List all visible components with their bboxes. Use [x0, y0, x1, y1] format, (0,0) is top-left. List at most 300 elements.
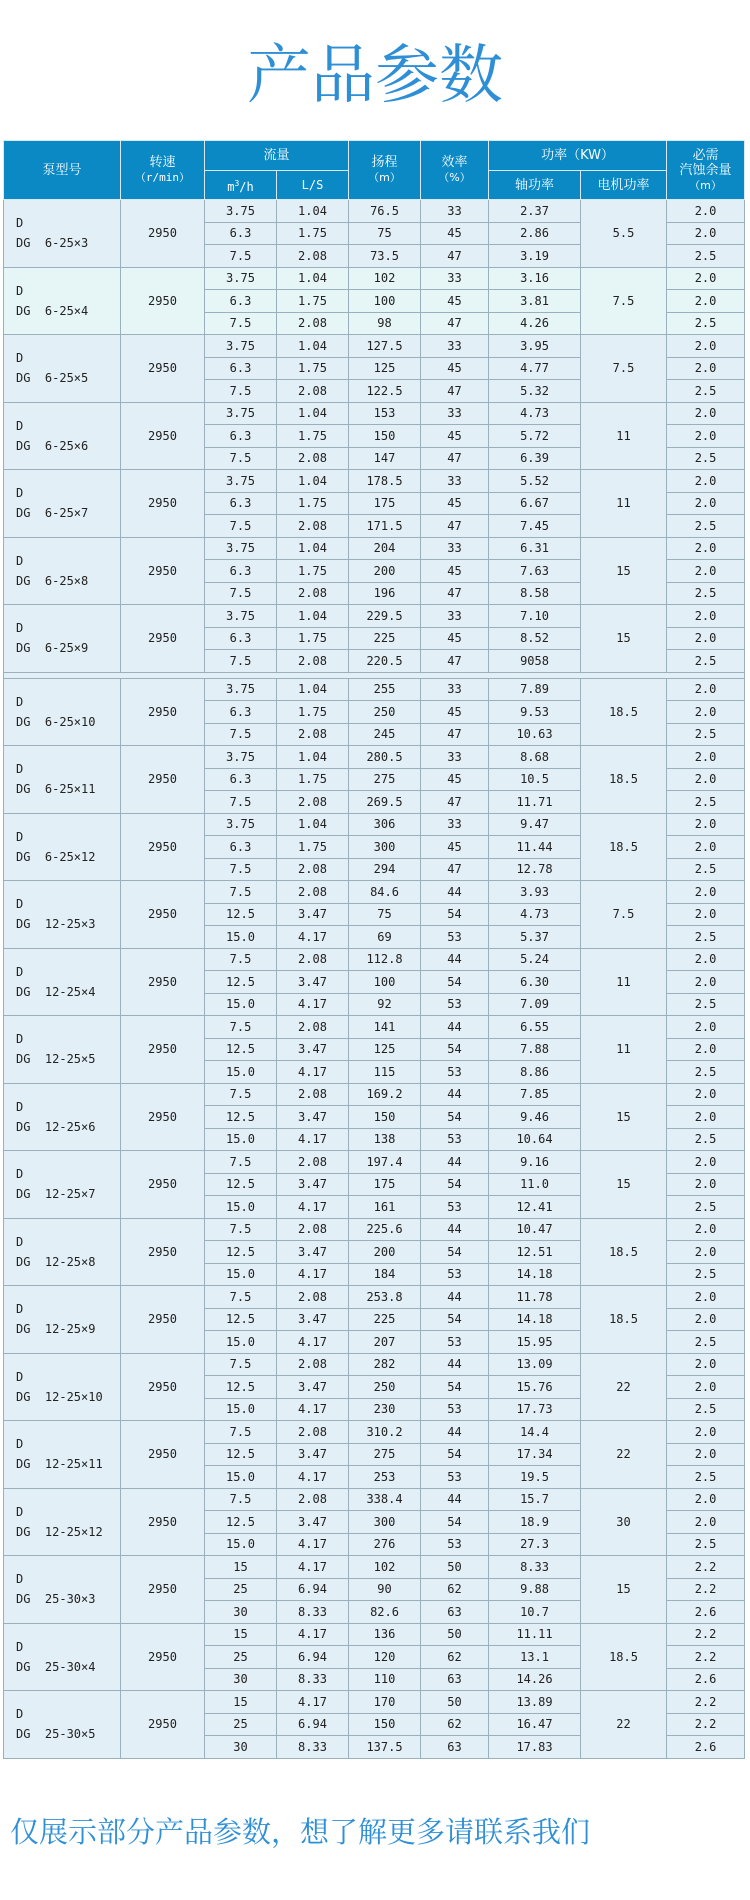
model-name: DG 6-25×5 — [16, 371, 89, 386]
shaft-power-cell: 3.95 — [489, 335, 581, 358]
model-cell — [4, 200, 121, 268]
model-prefix: D — [16, 1302, 24, 1317]
model-name: DG 6-25×6 — [16, 438, 89, 453]
shaft-power-cell: 15.95 — [489, 1331, 581, 1354]
speed-cell: 2950 — [121, 1488, 205, 1556]
flow-ls-cell: 1.04 — [277, 402, 349, 425]
flow-ls-cell: 2.08 — [277, 1218, 349, 1241]
npsh-cell: 2.0 — [667, 335, 745, 358]
header-npsh-unit: （m） — [689, 178, 722, 192]
npsh-cell: 2.0 — [667, 605, 745, 628]
head-cell: 225 — [349, 1308, 421, 1331]
table-row — [4, 813, 745, 836]
motor-power-cell: 11 — [581, 948, 667, 1016]
shaft-power-cell: 10.7 — [489, 1601, 581, 1624]
npsh-cell: 2.0 — [667, 1038, 745, 1061]
flow-ls-cell: 2.08 — [277, 380, 349, 403]
flow-m3h-cell: 15.0 — [205, 1466, 277, 1489]
motor-power-cell: 11 — [581, 402, 667, 470]
head-cell: 280.5 — [349, 746, 421, 769]
flow-m3h-cell: 7.5 — [205, 380, 277, 403]
model-cell — [4, 267, 121, 335]
head-cell: 300 — [349, 1511, 421, 1534]
flow-m3h-cell: 15.0 — [205, 1061, 277, 1084]
head-cell: 98 — [349, 312, 421, 335]
flow-ls-cell: 4.17 — [277, 1061, 349, 1084]
speed-cell: 2950 — [121, 1691, 205, 1759]
head-cell: 102 — [349, 1556, 421, 1579]
efficiency-cell: 47 — [421, 723, 489, 746]
table-row — [4, 1016, 745, 1039]
header-efficiency-unit: （%） — [438, 171, 471, 184]
head-cell: 75 — [349, 222, 421, 245]
shaft-power-cell: 11.71 — [489, 791, 581, 814]
efficiency-cell: 44 — [421, 1083, 489, 1106]
head-cell: 175 — [349, 492, 421, 515]
flow-ls-cell: 4.17 — [277, 993, 349, 1016]
shaft-power-cell: 5.52 — [489, 470, 581, 493]
motor-power-cell: 7.5 — [581, 881, 667, 949]
npsh-cell: 2.0 — [667, 1241, 745, 1264]
shaft-power-cell: 3.81 — [489, 290, 581, 313]
header-npsh — [667, 141, 745, 200]
flow-m3h-cell: 15.0 — [205, 1196, 277, 1219]
motor-power-cell: 15 — [581, 1083, 667, 1151]
efficiency-cell: 45 — [421, 222, 489, 245]
efficiency-cell: 63 — [421, 1668, 489, 1691]
shaft-power-cell: 27.3 — [489, 1533, 581, 1556]
model-prefix: D — [16, 1099, 24, 1114]
efficiency-cell: 62 — [421, 1713, 489, 1736]
model-group — [4, 537, 745, 605]
model-group — [4, 1016, 745, 1084]
shaft-power-cell: 7.63 — [489, 560, 581, 583]
flow-m3h-cell: 12.5 — [205, 903, 277, 926]
npsh-cell: 2.5 — [667, 245, 745, 268]
header-flow: 流量 — [205, 141, 349, 171]
flow-m3h-cell: 6.3 — [205, 222, 277, 245]
model-prefix: D — [16, 1504, 24, 1519]
table-row — [4, 402, 745, 425]
flow-m3h-cell: 3.75 — [205, 402, 277, 425]
efficiency-cell: 47 — [421, 791, 489, 814]
motor-power-cell: 11 — [581, 1016, 667, 1084]
pump-parameters-table — [3, 140, 745, 1759]
model-name: DG 6-25×4 — [16, 303, 89, 318]
head-cell: 245 — [349, 723, 421, 746]
header-speed-unit: （r/min） — [134, 171, 191, 184]
model-cell — [4, 470, 121, 538]
head-cell: 269.5 — [349, 791, 421, 814]
npsh-cell: 2.5 — [667, 1533, 745, 1556]
flow-m3h-cell: 7.5 — [205, 515, 277, 538]
efficiency-cell: 47 — [421, 650, 489, 673]
flow-m3h-cell: 7.5 — [205, 245, 277, 268]
flow-ls-cell: 8.33 — [277, 1668, 349, 1691]
efficiency-cell: 45 — [421, 492, 489, 515]
efficiency-cell: 47 — [421, 245, 489, 268]
flow-m3h-cell: 12.5 — [205, 1376, 277, 1399]
npsh-cell: 2.0 — [667, 971, 745, 994]
flow-m3h-cell: 6.3 — [205, 627, 277, 650]
efficiency-cell: 33 — [421, 537, 489, 560]
flow-m3h-cell: 15.0 — [205, 1128, 277, 1151]
npsh-cell: 2.5 — [667, 1061, 745, 1084]
motor-power-cell: 15 — [581, 605, 667, 673]
flow-ls-cell: 1.75 — [277, 357, 349, 380]
shaft-power-cell: 8.58 — [489, 582, 581, 605]
header-head-label: 扬程 — [371, 155, 398, 170]
shaft-power-cell: 15.7 — [489, 1488, 581, 1511]
npsh-cell: 2.5 — [667, 1196, 745, 1219]
flow-ls-cell: 2.08 — [277, 245, 349, 268]
npsh-cell: 2.0 — [667, 357, 745, 380]
flow-ls-cell: 4.17 — [277, 1398, 349, 1421]
flow-ls-cell: 1.75 — [277, 492, 349, 515]
head-cell: 73.5 — [349, 245, 421, 268]
npsh-cell: 2.6 — [667, 1736, 745, 1759]
npsh-cell: 2.6 — [667, 1601, 745, 1624]
npsh-cell: 2.5 — [667, 1331, 745, 1354]
header-flow-m3h: $m^3/h$ — [205, 171, 277, 200]
head-cell: 170 — [349, 1691, 421, 1714]
speed-cell: 2950 — [121, 402, 205, 470]
efficiency-cell: 53 — [421, 1061, 489, 1084]
npsh-cell: 2.6 — [667, 1668, 745, 1691]
speed-cell: 2950 — [121, 1286, 205, 1354]
shaft-power-cell: 10.63 — [489, 723, 581, 746]
speed-cell: 2950 — [121, 813, 205, 881]
model-name: DG 6-25×9 — [16, 641, 89, 656]
model-name: DG 25-30×3 — [16, 1592, 96, 1607]
flow-ls-cell: 1.04 — [277, 200, 349, 223]
model-cell — [4, 402, 121, 470]
table-row — [4, 267, 745, 290]
flow-ls-cell: 2.08 — [277, 1083, 349, 1106]
head-cell: 250 — [349, 1376, 421, 1399]
table-row — [4, 948, 745, 971]
model-group — [4, 267, 745, 335]
flow-ls-cell: 1.75 — [277, 836, 349, 859]
efficiency-cell: 45 — [421, 768, 489, 791]
head-cell: 300 — [349, 836, 421, 859]
npsh-cell: 2.0 — [667, 1376, 745, 1399]
shaft-power-cell: 7.45 — [489, 515, 581, 538]
flow-ls-cell: 1.75 — [277, 290, 349, 313]
flow-m3h-cell: 7.5 — [205, 948, 277, 971]
flow-m3h-cell: 6.3 — [205, 357, 277, 380]
motor-power-cell: 18.5 — [581, 1623, 667, 1691]
flow-ls-cell: 4.17 — [277, 1128, 349, 1151]
shaft-power-cell: 9.47 — [489, 813, 581, 836]
shaft-power-cell: 13.89 — [489, 1691, 581, 1714]
flow-ls-cell: 1.04 — [277, 267, 349, 290]
npsh-cell: 2.0 — [667, 1106, 745, 1129]
flow-m3h-cell: 25 — [205, 1646, 277, 1669]
header-power: 功率（KW） — [489, 141, 667, 171]
efficiency-cell: 62 — [421, 1646, 489, 1669]
speed-cell: 2950 — [121, 1083, 205, 1151]
shaft-power-cell: 11.0 — [489, 1173, 581, 1196]
shaft-power-cell: 3.16 — [489, 267, 581, 290]
table-row — [4, 605, 745, 628]
npsh-cell: 2.0 — [667, 627, 745, 650]
model-group — [4, 1218, 745, 1286]
motor-power-cell: 15 — [581, 1151, 667, 1219]
flow-ls-cell: 4.17 — [277, 1691, 349, 1714]
model-cell — [4, 335, 121, 403]
flow-ls-cell: 3.47 — [277, 1106, 349, 1129]
shaft-power-cell: 16.47 — [489, 1713, 581, 1736]
motor-power-cell: 11 — [581, 470, 667, 538]
model-name: DG 25-30×5 — [16, 1727, 96, 1742]
speed-cell: 2950 — [121, 335, 205, 403]
head-cell: 275 — [349, 768, 421, 791]
shaft-power-cell: 9.16 — [489, 1151, 581, 1174]
flow-m3h-cell: 7.5 — [205, 723, 277, 746]
shaft-power-cell: 14.18 — [489, 1263, 581, 1286]
shaft-power-cell: 9.88 — [489, 1578, 581, 1601]
flow-m3h-cell: 6.3 — [205, 836, 277, 859]
npsh-cell: 2.0 — [667, 678, 745, 701]
motor-power-cell: 22 — [581, 1421, 667, 1489]
model-prefix: D — [16, 762, 24, 777]
head-cell: 161 — [349, 1196, 421, 1219]
shaft-power-cell: 4.73 — [489, 903, 581, 926]
flow-m3h-cell: 7.5 — [205, 1083, 277, 1106]
flow-ls-cell: 1.04 — [277, 335, 349, 358]
flow-ls-cell: 1.04 — [277, 470, 349, 493]
efficiency-cell: 47 — [421, 380, 489, 403]
motor-power-cell: 22 — [581, 1353, 667, 1421]
model-prefix: D — [16, 694, 24, 709]
model-prefix: D — [16, 486, 24, 501]
npsh-cell: 2.2 — [667, 1713, 745, 1736]
flow-ls-cell: 8.33 — [277, 1601, 349, 1624]
flow-m3h-cell: 15 — [205, 1691, 277, 1714]
head-cell: 275 — [349, 1443, 421, 1466]
flow-ls-cell: 4.17 — [277, 1466, 349, 1489]
efficiency-cell: 50 — [421, 1556, 489, 1579]
model-group — [4, 881, 745, 949]
model-group — [4, 1691, 745, 1759]
flow-ls-cell: 1.75 — [277, 768, 349, 791]
efficiency-cell: 33 — [421, 605, 489, 628]
shaft-power-cell: 5.24 — [489, 948, 581, 971]
head-cell: 150 — [349, 1713, 421, 1736]
motor-power-cell: 15 — [581, 1556, 667, 1624]
flow-m3h-cell: 25 — [205, 1713, 277, 1736]
model-prefix: D — [16, 1707, 24, 1722]
model-prefix: D — [16, 897, 24, 912]
flow-m3h-cell: 3.75 — [205, 537, 277, 560]
head-cell: 184 — [349, 1263, 421, 1286]
model-cell — [4, 678, 121, 746]
table-row — [4, 1218, 745, 1241]
speed-cell: 2950 — [121, 746, 205, 814]
shaft-power-cell: 12.41 — [489, 1196, 581, 1219]
npsh-cell: 2.0 — [667, 1308, 745, 1331]
shaft-power-cell: 14.18 — [489, 1308, 581, 1331]
model-cell — [4, 1556, 121, 1624]
table-row — [4, 881, 745, 904]
efficiency-cell: 45 — [421, 290, 489, 313]
model-name: DG 12-25×7 — [16, 1187, 96, 1202]
shaft-power-cell: 17.73 — [489, 1398, 581, 1421]
flow-ls-cell: 1.75 — [277, 425, 349, 448]
npsh-cell: 2.0 — [667, 1421, 745, 1444]
model-group — [4, 678, 745, 746]
model-group — [4, 200, 745, 268]
model-group — [4, 605, 745, 673]
flow-m3h-cell: 3.75 — [205, 746, 277, 769]
efficiency-cell: 47 — [421, 858, 489, 881]
npsh-cell: 2.5 — [667, 791, 745, 814]
header-npsh-line2: 汽蚀余量 — [679, 162, 732, 178]
shaft-power-cell: 17.34 — [489, 1443, 581, 1466]
npsh-cell: 2.0 — [667, 1173, 745, 1196]
motor-power-cell: 18.5 — [581, 678, 667, 746]
shaft-power-cell: 7.85 — [489, 1083, 581, 1106]
shaft-power-cell: 11.44 — [489, 836, 581, 859]
motor-power-cell: 18.5 — [581, 813, 667, 881]
efficiency-cell: 54 — [421, 1173, 489, 1196]
shaft-power-cell: 11.11 — [489, 1623, 581, 1646]
shaft-power-cell: 12.78 — [489, 858, 581, 881]
efficiency-cell: 44 — [421, 1421, 489, 1444]
npsh-cell: 2.2 — [667, 1691, 745, 1714]
head-cell: 230 — [349, 1398, 421, 1421]
speed-cell: 2950 — [121, 200, 205, 268]
efficiency-cell: 33 — [421, 200, 489, 223]
npsh-cell: 2.0 — [667, 560, 745, 583]
speed-cell: 2950 — [121, 678, 205, 746]
header-npsh-line1: 必需 — [692, 147, 719, 163]
model-prefix: D — [16, 1369, 24, 1384]
head-cell: 171.5 — [349, 515, 421, 538]
flow-m3h-cell: 7.5 — [205, 1488, 277, 1511]
npsh-cell: 2.5 — [667, 515, 745, 538]
npsh-cell: 2.0 — [667, 1151, 745, 1174]
model-name: DG 6-25×3 — [16, 236, 89, 251]
head-cell: 200 — [349, 1241, 421, 1264]
model-cell — [4, 1286, 121, 1354]
header-speed — [121, 141, 205, 200]
flow-m3h-cell: 12.5 — [205, 1106, 277, 1129]
header-shaft-power: 轴功率 — [489, 171, 581, 200]
table-header — [4, 141, 745, 200]
shaft-power-cell: 7.88 — [489, 1038, 581, 1061]
efficiency-cell: 33 — [421, 470, 489, 493]
model-name: DG 12-25×6 — [16, 1119, 96, 1134]
npsh-cell: 2.2 — [667, 1556, 745, 1579]
npsh-cell: 2.5 — [667, 582, 745, 605]
flow-ls-cell: 6.94 — [277, 1713, 349, 1736]
head-cell: 115 — [349, 1061, 421, 1084]
flow-ls-cell: 3.47 — [277, 1376, 349, 1399]
flow-m3h-cell: 30 — [205, 1601, 277, 1624]
speed-cell: 2950 — [121, 1016, 205, 1084]
shaft-power-cell: 9.53 — [489, 701, 581, 724]
model-prefix: D — [16, 964, 24, 979]
npsh-cell: 2.0 — [667, 492, 745, 515]
flow-m3h-cell: 7.5 — [205, 1286, 277, 1309]
head-cell: 153 — [349, 402, 421, 425]
head-cell: 136 — [349, 1623, 421, 1646]
flow-ls-cell: 3.47 — [277, 903, 349, 926]
head-cell: 197.4 — [349, 1151, 421, 1174]
head-cell: 220.5 — [349, 650, 421, 673]
npsh-cell: 2.0 — [667, 200, 745, 223]
efficiency-cell: 54 — [421, 1376, 489, 1399]
flow-m3h-cell: 15.0 — [205, 993, 277, 1016]
flow-m3h-cell: 12.5 — [205, 1308, 277, 1331]
flow-m3h-cell: 6.3 — [205, 492, 277, 515]
efficiency-cell: 33 — [421, 678, 489, 701]
model-cell — [4, 537, 121, 605]
head-cell: 127.5 — [349, 335, 421, 358]
flow-m3h-cell: 6.3 — [205, 701, 277, 724]
head-cell: 310.2 — [349, 1421, 421, 1444]
flow-ls-cell: 3.47 — [277, 1443, 349, 1466]
flow-m3h-cell: 7.5 — [205, 1218, 277, 1241]
efficiency-cell: 44 — [421, 1488, 489, 1511]
model-group — [4, 402, 745, 470]
flow-m3h-cell: 6.3 — [205, 768, 277, 791]
head-cell: 255 — [349, 678, 421, 701]
speed-cell: 2950 — [121, 605, 205, 673]
efficiency-cell: 45 — [421, 836, 489, 859]
flow-m3h-cell: 12.5 — [205, 971, 277, 994]
speed-cell: 2950 — [121, 1151, 205, 1219]
flow-m3h-cell: 6.3 — [205, 425, 277, 448]
shaft-power-cell: 6.30 — [489, 971, 581, 994]
head-cell: 100 — [349, 971, 421, 994]
flow-ls-cell: 2.08 — [277, 1353, 349, 1376]
shaft-power-cell: 14.26 — [489, 1668, 581, 1691]
model-group — [4, 813, 745, 881]
shaft-power-cell: 19.5 — [489, 1466, 581, 1489]
model-name: DG 12-25×9 — [16, 1322, 96, 1337]
shaft-power-cell: 15.76 — [489, 1376, 581, 1399]
flow-ls-cell: 2.08 — [277, 1488, 349, 1511]
flow-ls-cell: 1.75 — [277, 222, 349, 245]
model-cell — [4, 1691, 121, 1759]
shaft-power-cell: 17.83 — [489, 1736, 581, 1759]
table-row — [4, 335, 745, 358]
npsh-cell: 2.0 — [667, 1083, 745, 1106]
flow-m3h-cell: 12.5 — [205, 1038, 277, 1061]
flow-m3h-cell: 6.3 — [205, 560, 277, 583]
efficiency-cell: 33 — [421, 402, 489, 425]
flow-m3h-cell: 3.75 — [205, 200, 277, 223]
shaft-power-cell: 7.10 — [489, 605, 581, 628]
speed-cell: 2950 — [121, 470, 205, 538]
head-cell: 137.5 — [349, 1736, 421, 1759]
efficiency-cell: 33 — [421, 746, 489, 769]
motor-power-cell: 30 — [581, 1488, 667, 1556]
flow-ls-cell: 3.47 — [277, 1241, 349, 1264]
flow-ls-cell: 2.08 — [277, 1286, 349, 1309]
head-cell: 125 — [349, 1038, 421, 1061]
header-head — [349, 141, 421, 200]
head-cell: 169.2 — [349, 1083, 421, 1106]
flow-m3h-cell: 30 — [205, 1736, 277, 1759]
shaft-power-cell: 2.86 — [489, 222, 581, 245]
flow-ls-cell: 2.08 — [277, 881, 349, 904]
flow-ls-cell: 2.08 — [277, 948, 349, 971]
flow-m3h-cell: 15 — [205, 1623, 277, 1646]
